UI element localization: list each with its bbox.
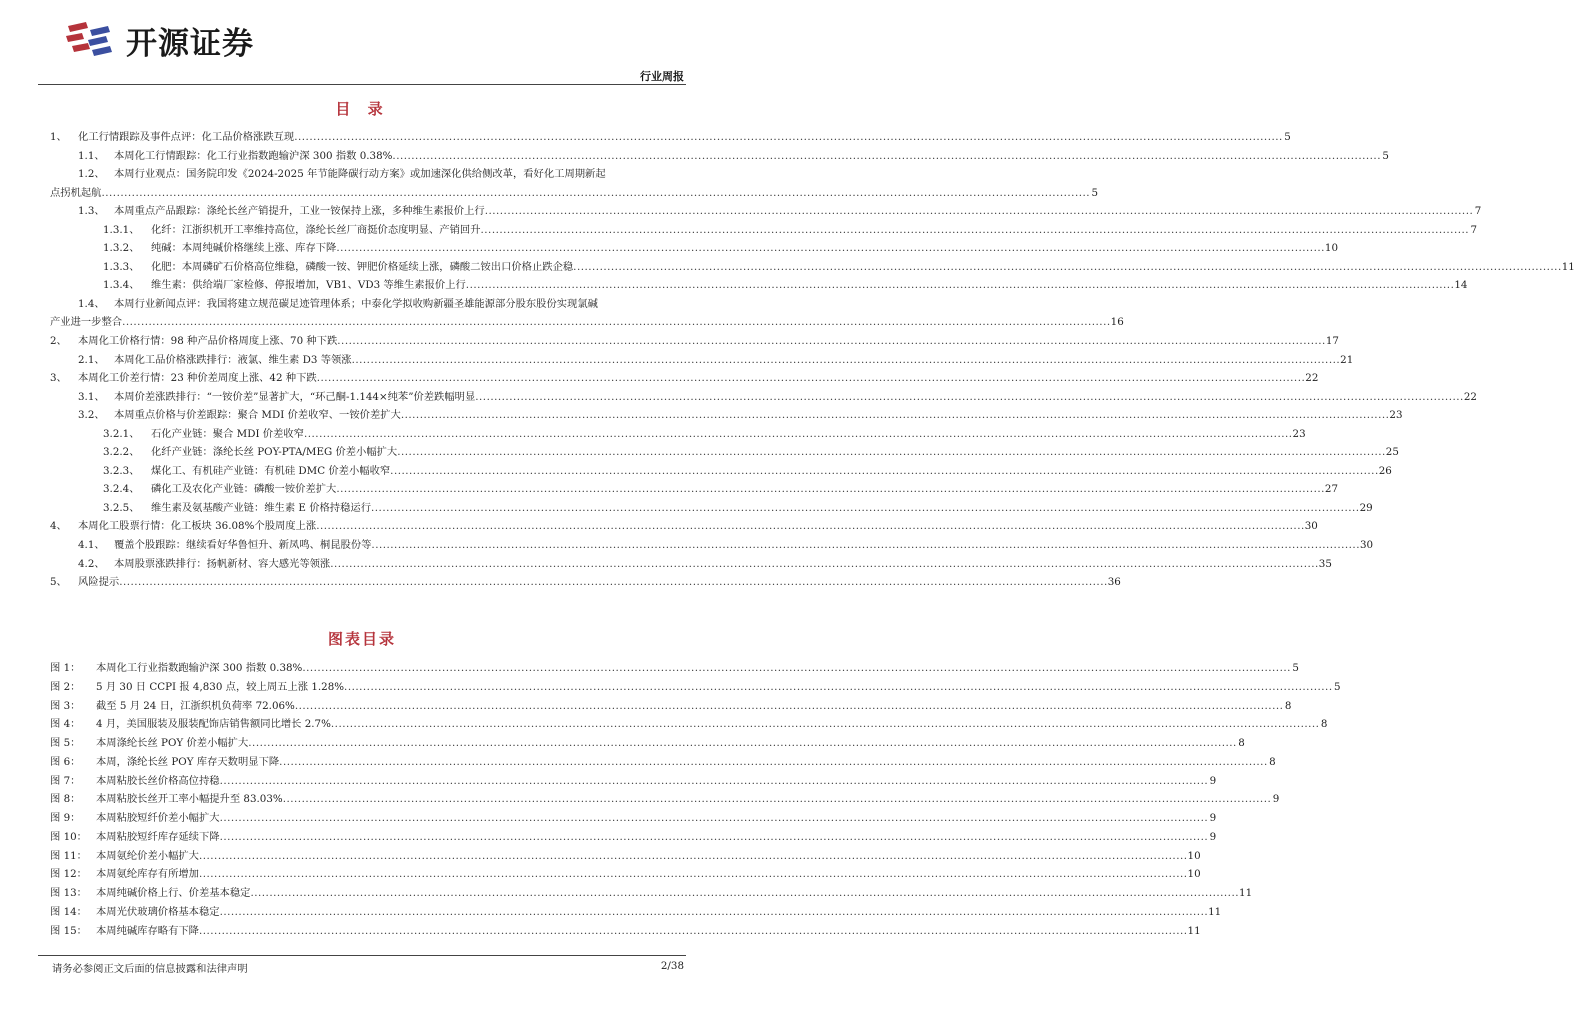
toc-entry-page: 7 [1470, 223, 1478, 236]
figure-entry-number: 图 14： [50, 905, 87, 918]
footer-disclaimer: 请务必参阅正文后面的信息披露和法律声明 [52, 963, 248, 975]
figure-entry-number: 图 12： [50, 868, 87, 881]
toc-entry-title: 本周价差涨跌排行：“一铵价差”显著扩大，“环己酮-1.144×纯苯”价差跌幅明显 [114, 390, 476, 403]
page-number: 2/38 [660, 960, 684, 972]
figure-entry-title: 本周氨纶库存有所增加 [96, 868, 199, 881]
toc-entry-page: 35 [1318, 557, 1332, 570]
toc-entry-page: 5 [1382, 149, 1389, 162]
figure-entry-page: 8 [1238, 737, 1245, 749]
toc-entry-number: 1、 [50, 131, 67, 143]
figure-entry-page: 11 [1208, 905, 1222, 918]
toc-entry[interactable] [50, 555, 1332, 574]
dot-leader [317, 369, 1306, 388]
figure-entry[interactable] [50, 697, 1292, 716]
figure-entry[interactable] [50, 790, 1280, 809]
toc-entry[interactable] [50, 443, 1399, 462]
toc-entry[interactable] [50, 258, 1575, 277]
toc-entry-number: 3、 [50, 372, 67, 385]
dot-leader [302, 659, 1291, 678]
toc-entry-number: 3.2.1、 [103, 427, 140, 440]
figure-entry-title: 本周粘胶短纤价差小幅扩大 [96, 812, 220, 824]
toc-entry-title: 本周化工股票行情：化工板块 36.08%个股周度上涨 [78, 520, 317, 533]
dot-leader [573, 258, 1562, 277]
toc-entry-number: 4.2、 [78, 557, 105, 570]
toc-entry-number: 5、 [50, 576, 67, 589]
figure-entry-title: 本周纯碱库存略有下降 [96, 924, 199, 937]
brand-logo [64, 20, 254, 60]
toc-entry-title: 化工行情跟踪及事件点评：化工品价格涨跌互现 [78, 131, 295, 143]
toc-entry-page: 30 [1359, 539, 1374, 552]
dot-leader [466, 276, 1455, 295]
logo-mark-icon [64, 20, 122, 60]
toc-entry-title: 维生素及氨基酸产业链：维生素 E 价格持稳运行 [151, 501, 371, 514]
figure-entry[interactable] [50, 903, 1222, 922]
toc-entry-page: 21 [1340, 353, 1354, 366]
figure-entry-page: 11 [1239, 887, 1253, 899]
dot-leader [220, 772, 1209, 791]
toc-entry-number: 2.1、 [78, 353, 105, 366]
figure-entry-number: 图 1： [50, 662, 81, 674]
dot-leader [392, 147, 1381, 166]
dot-leader [371, 499, 1360, 518]
toc-entry-page: 36 [1107, 576, 1121, 589]
toc-entry-page: 17 [1325, 335, 1339, 348]
toc-entry-page: 22 [1305, 372, 1319, 385]
toc-entry-title: 石化产业链：聚合 MDI 价差收窄 [151, 427, 304, 440]
dot-leader [337, 332, 1326, 351]
figure-entry-title: 截至 5 月 24 日，江浙织机负荷率 72.06% [96, 699, 295, 712]
figure-entry-title: 本周粘胶长丝价格高位持稳 [96, 774, 220, 787]
figure-entry[interactable] [50, 715, 1328, 734]
toc-entry[interactable] [50, 462, 1392, 481]
toc-entry-page: 23 [1389, 409, 1403, 422]
figure-entry-number: 图 9： [50, 812, 81, 824]
toc-entry-title: 化纤：江浙织机开工率维持高位，涤纶长丝厂商挺价态度明显、产销回升 [151, 223, 481, 236]
toc-entry[interactable] [50, 499, 1373, 518]
toc-entry-title: 化肥：本周磷矿石价格高位维稳，磷酸一铵、钾肥价格延续上涨，磷酸二铵出口价格止跌企稳 [151, 260, 574, 273]
toc-entry-page: 27 [1324, 483, 1339, 496]
document-type: 行业周报 [640, 70, 684, 83]
figure-entry-title: 本周粘胶长丝开工率小幅提升至 83.03% [96, 793, 283, 806]
toc-entry-title: 本周化工价格行情：98 种产品价格周度上涨、70 种下跌 [78, 335, 338, 348]
dot-leader [220, 903, 1209, 922]
figure-entry-number: 图 7： [50, 774, 81, 787]
figure-entry-title: 本周粘胶短纤库存延续下降 [96, 830, 220, 843]
figure-entry[interactable] [50, 753, 1276, 772]
dot-leader [352, 351, 1341, 370]
figure-entry-title: 本周纯碱价格上行、价差基本稳定 [96, 887, 251, 899]
toc-entry-page: 22 [1463, 390, 1477, 403]
toc-entry[interactable] [50, 147, 1389, 166]
figure-entry-page: 5 [1334, 680, 1341, 693]
figure-list [50, 659, 1341, 940]
dot-leader [316, 517, 1305, 536]
figures-heading: 图表目录 [327, 630, 396, 648]
dot-leader [401, 406, 1390, 425]
toc-entry-page: 5 [1091, 186, 1099, 199]
figure-entry-number: 图 6： [50, 755, 81, 768]
dot-leader [220, 809, 1209, 828]
figure-entry-number: 图 8： [50, 793, 81, 806]
figure-entry-page: 10 [1187, 849, 1201, 862]
brand-name: 开源证券 [126, 25, 254, 62]
figure-entry-page: 10 [1187, 868, 1201, 881]
figure-entry[interactable] [50, 847, 1201, 866]
figure-entry[interactable] [50, 828, 1217, 847]
figure-entry-page: 8 [1320, 718, 1328, 731]
toc-entry-title: 磷化工及农化产业链：磷酸一铵价差扩大 [151, 483, 337, 496]
toc-entry[interactable] [50, 239, 1339, 258]
toc-entry-title-continued: 点拐机起航 [50, 186, 102, 199]
dot-leader [330, 555, 1319, 574]
figure-entry-title: 4 月，美国服装及服装配饰店销售额同比增长 2.7% [96, 718, 331, 731]
toc-entry-page: 5 [1284, 131, 1291, 143]
toc-entry[interactable] [50, 425, 1306, 444]
dot-leader [295, 697, 1284, 716]
toc-entry[interactable] [50, 369, 1319, 388]
figure-entry-number: 图 2： [50, 680, 81, 693]
dot-leader [481, 221, 1470, 240]
toc-entry-number: 3.2.5、 [103, 501, 140, 514]
figure-entry-title: 本周化工行业指数跑输沪深 300 指数 0.38% [96, 662, 303, 674]
toc-entry-number: 3.1、 [78, 390, 105, 403]
toc-entry[interactable] [50, 276, 1468, 295]
dot-leader [371, 536, 1360, 555]
toc-entry[interactable] [50, 573, 1121, 592]
dot-leader [250, 884, 1239, 903]
toc-entry-number: 1.1、 [78, 149, 105, 162]
dot-leader [344, 678, 1333, 697]
figure-entry-title: 本周，涤纶长丝 POY 库存天数明显下降 [96, 755, 280, 768]
toc-entry[interactable] [50, 221, 1478, 240]
toc-entry-page: 16 [1110, 316, 1124, 329]
toc-entry-page: 29 [1359, 501, 1373, 514]
dot-leader [336, 239, 1325, 258]
figure-entry-page: 9 [1209, 812, 1217, 824]
dot-leader [390, 462, 1379, 481]
toc-entry[interactable] [50, 388, 1477, 407]
toc-entry-number: 1.4、 [78, 297, 105, 310]
toc-entry-title: 覆盖个股跟踪：继续看好华鲁恒升、新凤鸣、桐昆股份等 [114, 539, 372, 552]
toc-entry[interactable] [50, 517, 1318, 536]
figure-entry-number: 图 11： [50, 849, 87, 862]
toc-entry[interactable] [50, 202, 1482, 221]
figure-entry-title: 5 月 30 日 CCPI 报 4,830 点，较上周五上涨 1.28% [96, 680, 345, 693]
figure-entry-page: 9 [1272, 793, 1280, 806]
toc-entry[interactable] [50, 351, 1354, 370]
figure-entry[interactable] [50, 922, 1201, 941]
dot-leader [122, 313, 1111, 332]
toc-entry[interactable] [50, 480, 1339, 499]
dot-leader [199, 922, 1188, 941]
dot-leader [475, 388, 1464, 407]
toc-entry-page: 11 [1561, 260, 1575, 273]
toc-entry-title: 本周重点价格与价差跟踪：聚合 MDI 价差收窄、一铵价差扩大 [114, 409, 401, 422]
toc-entry-title: 本周股票涨跌排行：扬帆新材、容大感光等领涨 [114, 557, 331, 570]
toc-heading: 目 录 [335, 100, 389, 118]
toc-entry-title: 纯碱：本周纯碱价格继续上涨、库存下降 [151, 242, 337, 255]
toc-entry-number: 1.2、 [78, 168, 105, 181]
toc-entry-title: 本周化工价差行情：23 种价差周度上涨、42 种下跌 [78, 372, 317, 385]
toc-entry-title-continued: 产业进一步整合 [50, 316, 123, 329]
dot-leader [294, 128, 1283, 147]
toc-entry[interactable] [50, 406, 1403, 425]
figure-entry-number: 图 10： [50, 830, 87, 843]
figure-entry[interactable] [50, 884, 1253, 903]
toc-entry-title: 本周化工品价格涨跌排行：液氯、维生素 D3 等领涨 [114, 353, 352, 366]
toc-entry-title: 本周行业观点：国务院印发《2024-2025 年节能降碳行动方案》或加速深化供给侧改革，看好化工周期新起 [114, 168, 606, 181]
toc-entry-page: 26 [1378, 464, 1392, 477]
toc-entry-page: 14 [1454, 279, 1468, 292]
toc-entry-title: 化纤产业链：涤纶长丝 POY-PTA/MEG 价差小幅扩大 [151, 446, 398, 459]
toc-entry-title: 维生素：供给端厂家检修、停报增加，VB1、VD3 等维生素报价上行 [151, 279, 466, 292]
toc-entry-page: 7 [1474, 205, 1482, 218]
toc-entry[interactable] [50, 295, 1124, 332]
figure-entry-number: 图 3： [50, 699, 81, 712]
figure-entry-title: 本周氨纶价差小幅扩大 [96, 849, 199, 862]
toc-entry-page: 25 [1385, 446, 1399, 459]
figure-entry-page: 11 [1187, 924, 1201, 937]
toc-entry-number: 4、 [50, 520, 67, 533]
figure-entry-page: 9 [1209, 774, 1217, 787]
toc-entry-title: 风险提示 [78, 576, 120, 589]
figure-entry-page: 5 [1292, 662, 1299, 674]
dot-leader [336, 480, 1325, 499]
dot-leader [199, 865, 1188, 884]
figure-entry-title: 本周光伏玻璃价格基本稳定 [96, 905, 220, 918]
dot-leader [199, 847, 1188, 866]
figure-entry-number: 图 15： [50, 924, 87, 937]
dot-leader [331, 715, 1320, 734]
figure-entry[interactable] [50, 809, 1217, 828]
dot-leader [485, 202, 1474, 221]
footer-divider [38, 955, 686, 956]
toc-entry[interactable] [50, 332, 1339, 351]
toc-entry-number: 3.2.2、 [103, 446, 140, 459]
toc-entry-number: 2、 [50, 335, 67, 348]
figure-entry-page: 9 [1209, 830, 1217, 843]
dot-leader [248, 734, 1237, 753]
toc-entry-title: 煤化工、有机硅产业链：有机硅 DMC 价差小幅收窄 [151, 464, 391, 477]
figure-entry[interactable] [50, 734, 1245, 753]
figure-entry[interactable] [50, 865, 1201, 884]
figure-entry-page: 8 [1284, 699, 1292, 712]
toc-entry[interactable] [50, 165, 1099, 202]
toc-entry-page: 23 [1292, 427, 1306, 440]
dot-leader [279, 753, 1268, 772]
toc-entry-page: 10 [1324, 242, 1339, 255]
toc-entry-number: 1.3.1、 [103, 223, 140, 236]
toc-entry-number: 1.3.2、 [103, 242, 140, 255]
toc-entry-number: 1.3.3、 [103, 260, 140, 273]
figure-entry-number: 图 13： [50, 887, 87, 899]
toc-entry-title: 本周化工行情跟踪：化工行业指数跑输沪深 300 指数 0.38% [114, 149, 393, 162]
dot-leader [283, 790, 1272, 809]
figure-entry[interactable] [50, 772, 1217, 791]
figure-entry-title: 本周涤纶长丝 POY 价差小幅扩大 [96, 737, 249, 749]
toc-entry[interactable] [50, 128, 1291, 147]
toc-entry-number: 3.2.4、 [103, 483, 140, 496]
toc-entry-title: 本周重点产品跟踪：涤纶长丝产销提升，工业一铵保持上涨，多种维生素报价上行 [114, 205, 485, 218]
figure-entry[interactable] [50, 678, 1341, 697]
header-divider [38, 84, 686, 85]
toc-entry[interactable] [50, 536, 1374, 555]
dot-leader [397, 443, 1386, 462]
figure-entry-page: 8 [1269, 755, 1276, 768]
figure-entry[interactable] [50, 659, 1299, 678]
toc-entry-number: 4.1、 [78, 539, 105, 552]
table-of-contents [50, 128, 1575, 592]
toc-entry-number: 3.2、 [78, 409, 105, 422]
dot-leader [101, 184, 1090, 203]
dot-leader [304, 425, 1293, 444]
dot-leader [119, 573, 1108, 592]
toc-entry-number: 1.3、 [78, 205, 105, 218]
figure-entry-number: 图 4： [50, 718, 81, 731]
toc-entry-title: 本周行业新闻点评：我国将建立规范碳足迹管理体系；中泰化学拟收购新疆圣雄能源部分股东股份实现氯碱 [114, 297, 598, 310]
toc-entry-page: 30 [1304, 520, 1318, 533]
toc-entry-number: 1.3.4、 [103, 279, 140, 292]
dot-leader [220, 828, 1209, 847]
toc-entry-number: 3.2.3、 [103, 464, 140, 477]
figure-entry-number: 图 5： [50, 737, 81, 749]
